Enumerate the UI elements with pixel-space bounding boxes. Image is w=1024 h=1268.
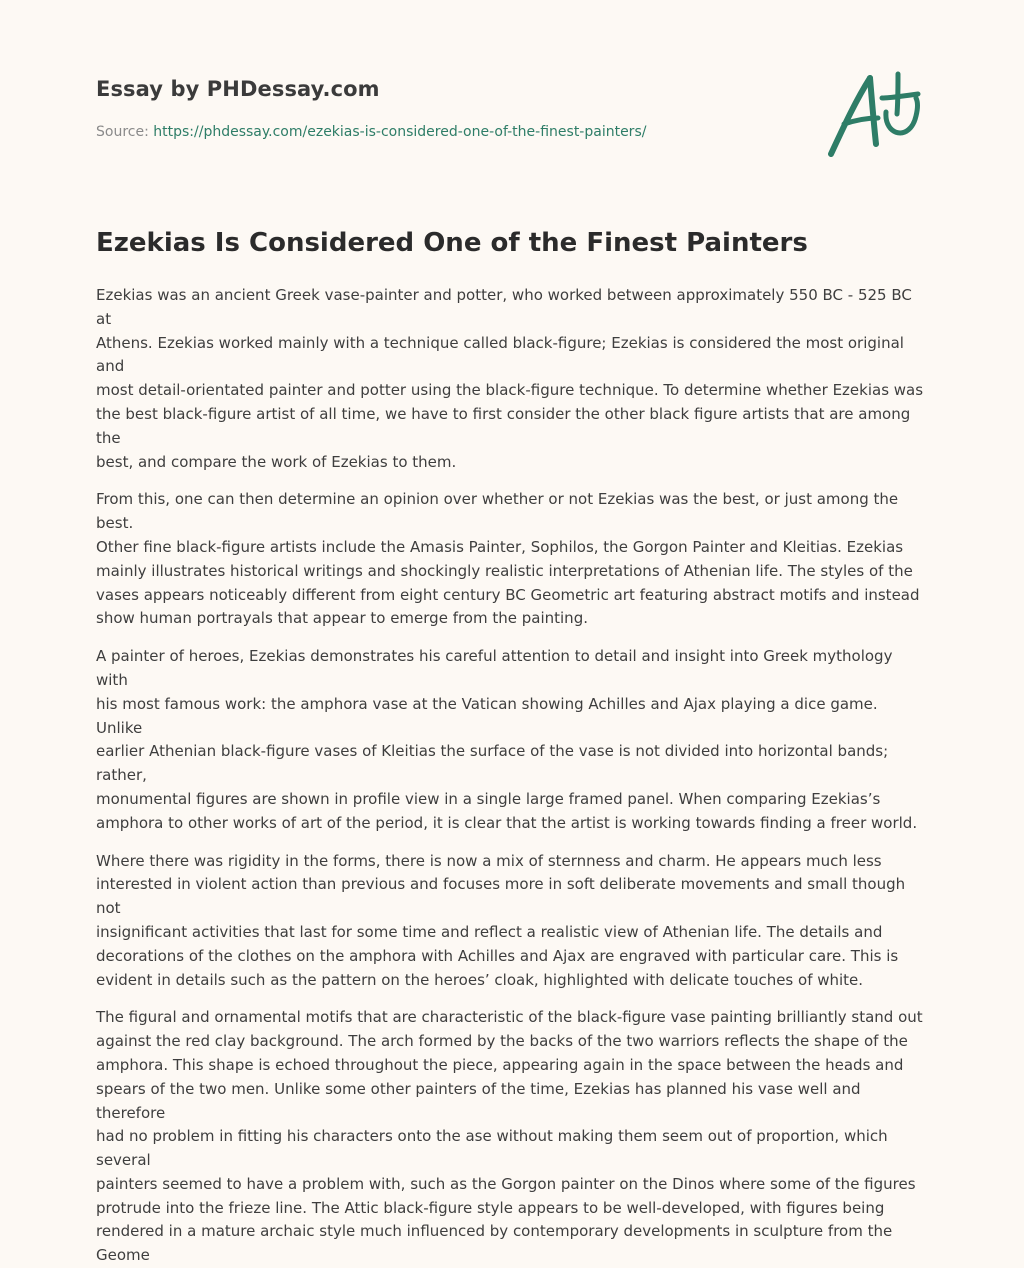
page-header <box>96 74 928 174</box>
article-paragraph: The figural and ornamental motifs that are characteristic of the black-figure vase painting brilliantly stand out against the red clay background. The arch formed by the backs of the two warriors reflects the shape of the amphora. This shape is echoed throughout the piece, appearing again in the space between the heads and spears of the two men. Unlike some other painters of the time, Ezekias has planned his vase well and therefore had no problem in fitting his characters onto the ase without making them seem out of proportion, which several painters seemed to have a problem with, such as the Gorgon painter on the Dinos where some of the figures protrude into the frieze line. The Attic black-figure style appears to be well-developed, with figures being rendered in a mature archaic style much influenced by contemporary developments in sculpture from the Geome <box>96 1008 923 1265</box>
article-paragraph: A painter of heroes, Ezekias demonstrates his careful attention to detail and insight into Greek mythology with his most famous work: the amphora vase at the Vatican showing Achilles and Ajax playing a dice game. Unlike earlier Athenian black-figure vases of Kleitias the surface of the vase is not divided into horizontal bands; rather, monumental figures are shown in profile view in a single large framed panel. When comparing Ezekias’s amphora to other works of art of the period, it is clear that the artist is working towards finding a freer world. <box>96 647 918 832</box>
a-plus-logo-icon <box>826 68 926 164</box>
source-link[interactable]: https://phdessay.com/ezekias-is-considered-one-of-the-finest-painters/ <box>153 124 647 140</box>
source-line <box>96 124 646 140</box>
article-title: Ezekias Is Considered One of the Finest Painters <box>96 228 808 258</box>
article-body <box>96 284 928 1265</box>
site-brand: Essay by PHDessay.com <box>96 77 380 101</box>
article-paragraph: Ezekias was an ancient Greek vase-painter and potter, who worked between approximately 550 BC - 525 BC at Athens. Ezekias worked mainly with a technique called black-figure; Ezekias is considered the most original and most detail-orientated painter and potter using the black-figure technique. To determine whether Ezekias was the best black-figure artist of all time, we have to first consider the other black figure artists that are among the best, and compare the work of Ezekias to them. <box>96 286 924 471</box>
article-paragraph: From this, one can then determine an opinion over whether or not Ezekias was the best, or just among the best. Other fine black-figure artists include the Amasis Painter, Sophilos, the Gorgon Painter and Kleitias. Ezekias mainly illustrates historical writings and shockingly realistic interpretations of Athenian life. The styles of the vases appears noticeably different from eight century BC Geometric art featuring abstract motifs and instead show human portrayals that appear to emerge from the painting. <box>96 490 920 628</box>
source-label: Source: <box>96 124 154 140</box>
article-paragraph: Where there was rigidity in the forms, there is now a mix of sternness and charm. He appears much less interested in violent action than previous and focuses more in soft deliberate movements and small though not insignificant activities that last for some time and reflect a realistic view of Athenian life. The details and decorations of the clothes on the amphora with Achilles and Ajax are engraved with particular care. This is evident in details such as the pattern on the heroes’ cloak, highlighted with delicate touches of white. <box>96 851 906 989</box>
